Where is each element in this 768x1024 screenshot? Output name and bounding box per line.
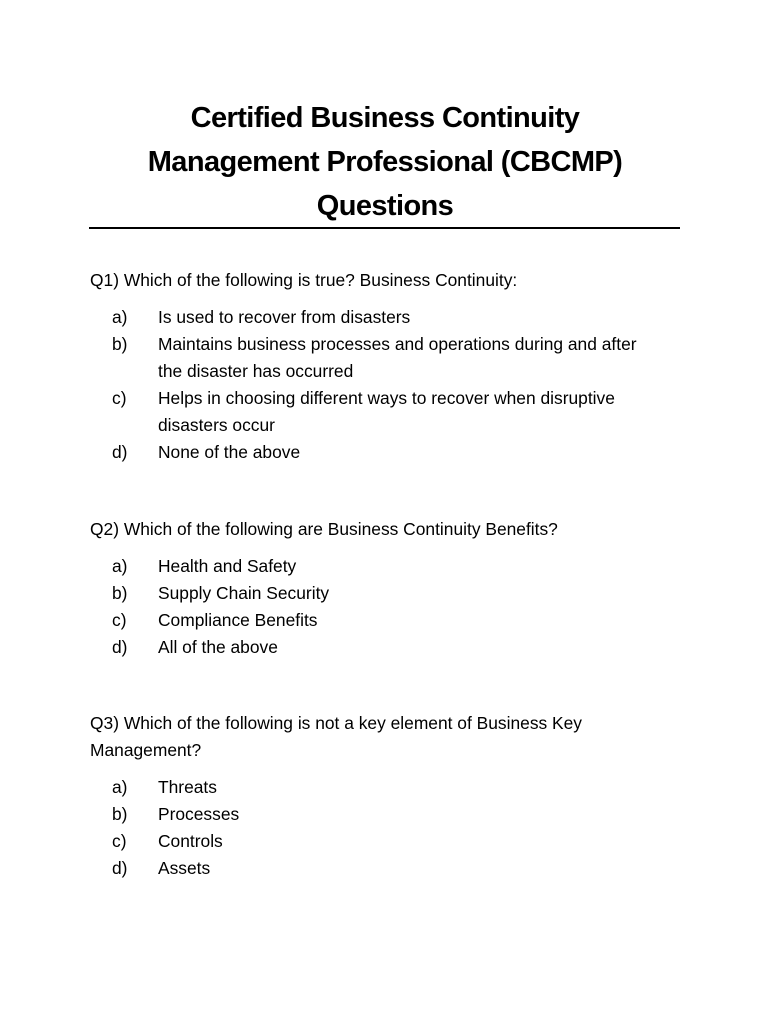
question-stem bbox=[90, 710, 680, 764]
option-text bbox=[158, 855, 680, 882]
option-text bbox=[158, 774, 680, 801]
question-stem-line: Q3) Which of the following is not a key element of Business Key bbox=[90, 713, 583, 733]
option-letter: a) bbox=[112, 556, 128, 576]
option-item bbox=[90, 634, 680, 661]
option-item bbox=[90, 774, 680, 801]
option-letter: d) bbox=[112, 858, 128, 878]
option-item bbox=[90, 855, 680, 882]
option-item bbox=[90, 553, 680, 580]
question-2 bbox=[90, 516, 680, 661]
option-item bbox=[90, 801, 680, 828]
option-item bbox=[90, 828, 680, 855]
option-text-line: Processes bbox=[158, 804, 240, 824]
option-text-line: Health and Safety bbox=[158, 556, 297, 576]
title-divider bbox=[89, 227, 680, 229]
option-letter: a) bbox=[112, 777, 128, 797]
option-text-line: Is used to recover from disasters bbox=[158, 307, 411, 327]
option-text-line: Compliance Benefits bbox=[158, 610, 318, 630]
option-text-line: Assets bbox=[158, 858, 211, 878]
option-list bbox=[90, 774, 680, 882]
title-line-3: Questions bbox=[316, 190, 454, 222]
option-item bbox=[90, 385, 680, 439]
option-text bbox=[158, 634, 680, 661]
option-item bbox=[90, 607, 680, 634]
option-text-line: Supply Chain Security bbox=[158, 583, 330, 603]
question-stem bbox=[90, 516, 680, 543]
option-list bbox=[90, 304, 680, 466]
option-text bbox=[158, 801, 680, 828]
option-letter: c) bbox=[112, 610, 127, 630]
option-list bbox=[90, 553, 680, 661]
option-text bbox=[158, 439, 680, 466]
option-letter: a) bbox=[112, 307, 128, 327]
option-letter: b) bbox=[112, 334, 128, 354]
title-line-2: Management Professional (CBCMP) bbox=[147, 146, 623, 178]
title-line-1: Certified Business Continuity bbox=[190, 102, 580, 134]
option-text bbox=[158, 580, 680, 607]
option-item bbox=[90, 439, 680, 466]
option-text-line: the disaster has occurred bbox=[158, 361, 354, 381]
option-text-line: Helps in choosing different ways to recover when disruptive bbox=[158, 388, 615, 408]
option-text bbox=[158, 331, 680, 385]
option-letter: c) bbox=[112, 388, 127, 408]
option-letter: d) bbox=[112, 637, 128, 657]
option-letter: d) bbox=[112, 442, 128, 462]
option-text-line: None of the above bbox=[158, 442, 301, 462]
question-3 bbox=[90, 710, 680, 882]
option-text-line: Controls bbox=[158, 831, 223, 851]
option-letter: b) bbox=[112, 583, 128, 603]
question-1 bbox=[90, 267, 680, 466]
option-item bbox=[90, 580, 680, 607]
option-text-line: Maintains business processes and operations during and after bbox=[158, 334, 637, 354]
option-item bbox=[90, 331, 680, 385]
option-text bbox=[158, 828, 680, 855]
option-letter: b) bbox=[112, 804, 128, 824]
option-text bbox=[158, 304, 680, 331]
question-stem-line: Q2) Which of the following are Business Continuity Benefits? bbox=[90, 519, 558, 539]
question-stem-line: Q1) Which of the following is true? Business Continuity: bbox=[90, 270, 518, 290]
option-letter: c) bbox=[112, 831, 127, 851]
option-text-line: All of the above bbox=[158, 637, 278, 657]
option-text-line: disasters occur bbox=[158, 415, 275, 435]
option-item bbox=[90, 304, 680, 331]
option-text bbox=[158, 607, 680, 634]
option-text bbox=[158, 385, 680, 439]
question-stem-line: Management? bbox=[90, 740, 202, 760]
question-stem bbox=[90, 267, 680, 294]
option-text bbox=[158, 553, 680, 580]
option-text-line: Threats bbox=[158, 777, 217, 797]
document-title bbox=[90, 96, 680, 228]
